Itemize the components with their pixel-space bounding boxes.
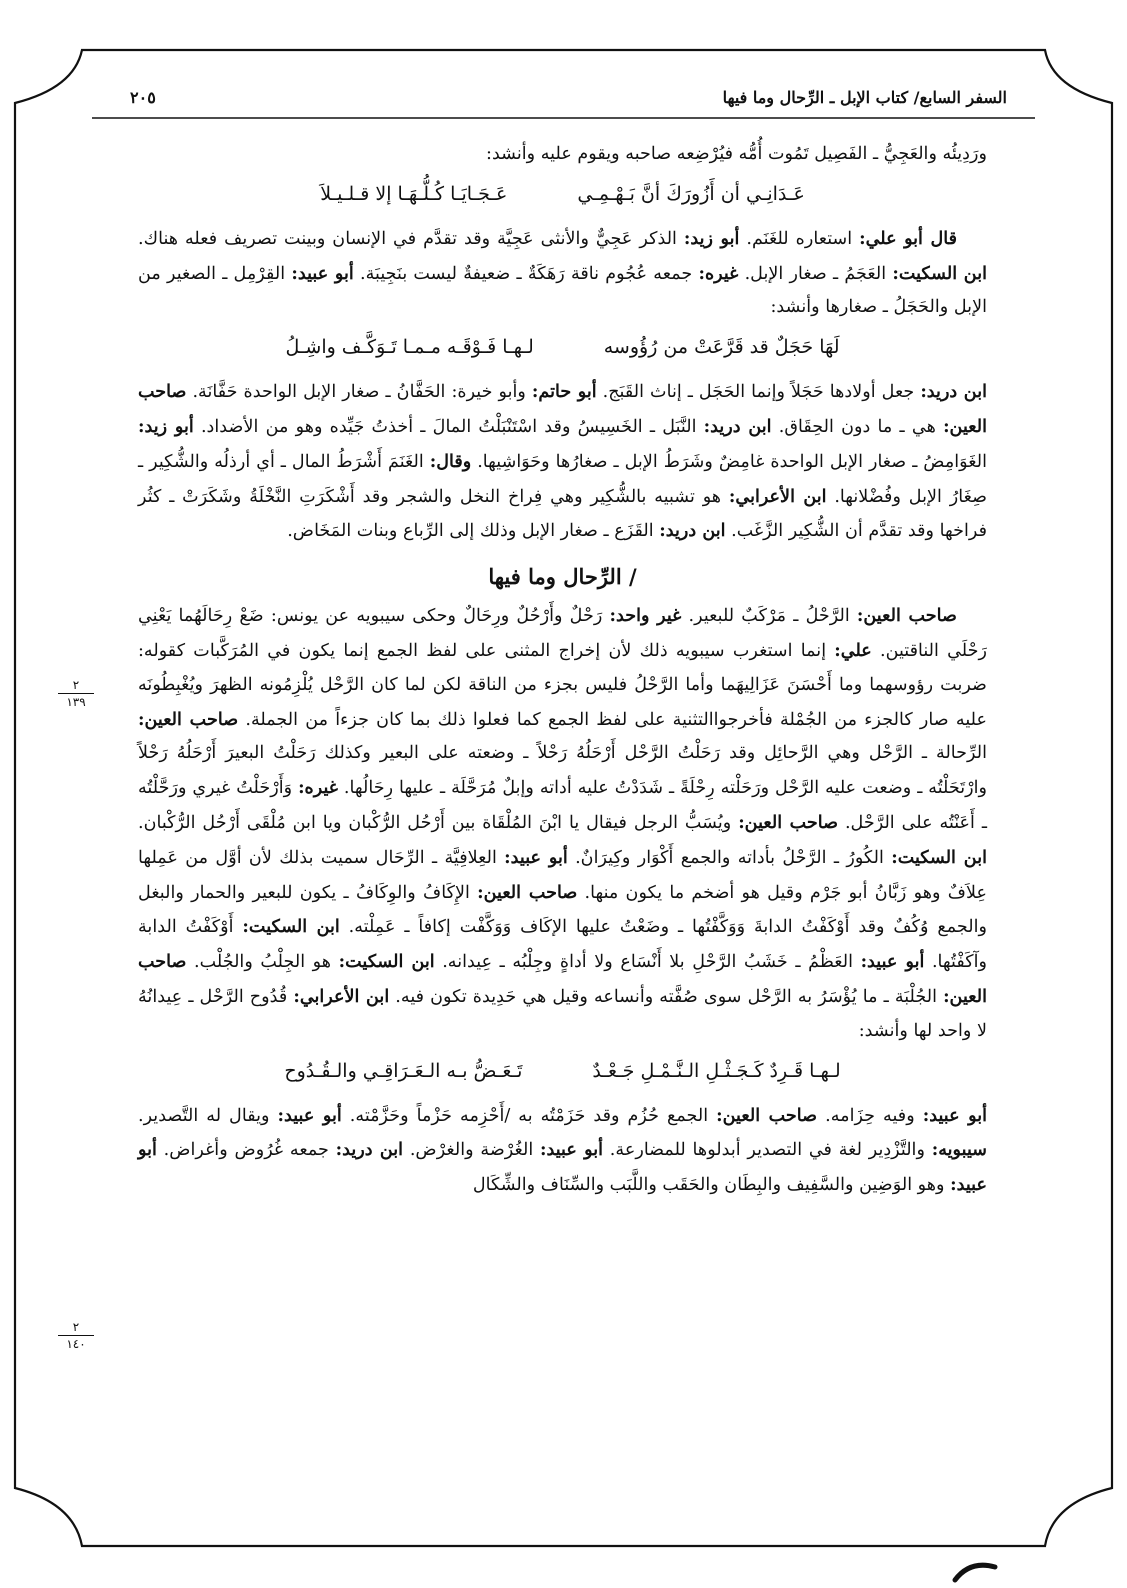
author-name: وقال: <box>429 450 472 472</box>
author-name: ابن دريد: <box>659 520 726 542</box>
page-body <box>138 138 987 1203</box>
author-name: ابن الأعرابي: <box>728 485 827 507</box>
paragraph-2: قال أبو علي: استعاره للغَنَم. أبو زيد: الذكر عَجِيٌّ والأنثى عَجِيَّة وقد تقدَّم في الإنسان وبينت تصريف فعله هناك. ابن السكيت: العَجَمُ ـ صغار الإبل. غيره: جمعه عُجُوم ناقة رَهَكَةٌ ـ ضعيفةٌ ليست بنَجِيبَة. أبو عبيد: القِرْمِل ـ الصغير من الإبل والحَجَلُ ـ صغارها وأنشد: <box>138 227 987 318</box>
author-name: أبو حاتم: <box>531 381 597 403</box>
author-name: ابن الأعرابي: <box>293 985 390 1007</box>
paragraph-4: صاحب العين: الرَّحْلُ ـ مَرْكَبٌ للبعير. غير واحد: رَحْلٌ وأَرْحُلٌ ورِحَالٌ وحكى سيبويه عن يونس: ضَعْ رِحَالَهُما يَعْنِي رَحْلَي الناقتين. علي: إنما استغرب سيبويه ذلك لأن إخراج المثنى على لفظ الجمع إنما يكون في المُرَكَّبات كقوله: ضربت رؤوسهما وما أَحْسَنَ عَزَالِيهَما وأما الرَّحْلُ فليس بجزء من الناقة لكن لما كان الرَّحْل يُلْزِمُونه الظهرَ ويُغْبِطُونَه عليه صار كالجزء من الجُمْلة فأخرجواالتثنية على لفظ الجمع كما فعلوا ذلك بما كان جزءاً من الجملة. صاحب العين: الرِّحالة ـ الرَّحْل وهي الرَّحائِل وقد رَحَلْتُ الرَّحْل أَرْحَلُهُ رَحْلاً ـ وضعته على البعير وكذلك رَحَلْتُ البعيرَ أَرْحَلُهُ رَحْلاً وارْتَحَلْتُه ـ وضعت عليه الرَّحْل ورَحَلْته رِحْلَةً ـ شَدَدْتُ عليه أداته وإبلٌ مُرَحَّلَة ـ عليها رِحَالُها. غيره: وَأَرْحَلْتُ غيري ورَحَّلْتُه ـ أَعَنْتُه على الرَّحْل. صاحب العين: ويُسَبُّ الرجل فيقال يا ابْنَ المُلْقَاة بين أَرْحُل الرُّكْبان ويا ابن مُلْقَى أَرْحُل الرُّكْبان. ابن السكيت: الكُورُ ـ الرَّحْلُ بأداته والجمع أَكْوَار وكِيرَانٌ. أبو عبيد: العِلافِيَّة ـ الرِّحَال سميت بذلك لأن أوَّل من عَمِلها عِلاَفٌ وهو زَبَّانُ أبو جَرْم وقيل هو أضخم ما يكون منها. صاحب العين: الإِكَافُ والوِكَافُ ـ يكون للبعير والحمار والبغل والجمع وُكُفٌ وقد أَوْكَفْتُ الدابةَ وَوَكَّفْتُها ـ وضَعْتُ عليها الإكَاف وَوَكَّفْت إكافاً ـ عَمِلْته. ابن السكيت: أَوْكَفْتُ الدابة وآكَفْتُها. أبو عبيد: العَظْمُ ـ خَشَبُ الرَّحْلِ بلا أَنْسَاع ولا أداةٍ وجِلْبُه ـ عِيدانه. ابن السكيت: هو الجِلْبُ والجُلْب. صاحب العين: الجُلْبَة ـ ما يُؤْسَرُ به الرَّحْل سوى صُفَّته وأنساعه وقيل هي حَدِيدة تكون فيه. ابن الأعرابي: قُدُوح الرَّحْل ـ عِيدانُهُ لا واحد لها وأنشد: <box>138 605 988 1041</box>
author-name: ابن السكيت: <box>338 951 435 973</box>
author-name: سيبويه: <box>931 1139 987 1161</box>
author-name: غير واحد: <box>609 605 682 627</box>
verse-second-hemistich: لـهـا فَـوْقَـه مـمـا تَـوَكَّـف واشِـلُ <box>285 336 534 359</box>
author-name: صاحب العين: <box>138 381 987 437</box>
margin-reference-2 <box>58 1320 94 1351</box>
header-title: السفر السابع/ كتاب الإبل ـ الرِّحال وما فيها <box>722 87 1007 107</box>
verse-1 <box>138 174 987 214</box>
author-name: صاحب العين: <box>138 708 239 730</box>
author-name: أبو زيد: <box>683 227 740 249</box>
paragraph-5: أبو عبيد: وفيه حِزَامه. صاحب العين: الجمع حُزُم وقد حَزَمْتُه به /أَحْزِمه حَزْماً وحَزَّمْته. أبو عبيد: ويقال له التَّصدير. سيبويه: والتَّزْدِير لغة في التصدير أبدلوها للمضارعة. أبو عبيد: الغُرْضة والغرْض. ابن دريد: جمعه غُرُوض وأغراض. أبو عبيد: وهو الوَضِين والسَّفِيف والبِطَان والحَقَب واللَّبَب والسِّنَاف والشِّكَال <box>138 1104 987 1196</box>
author-name: ابن السكيت: <box>891 846 987 868</box>
author-name: أبو عبيد: <box>922 1104 987 1126</box>
author-name: أبو عبيد: <box>138 1139 987 1196</box>
author-name: ابن دريد: <box>920 381 987 403</box>
page-number: ٢٠٥ <box>130 87 156 107</box>
author-name: غيره: <box>698 262 739 284</box>
author-name: غيره: <box>298 777 338 799</box>
verse-first-hemistich: لـهـا قَـرِدٌ كَـجَـثْـلِ الـنَّـمْـلِ جَـعْـدٌ <box>592 1059 841 1082</box>
author-name: أبو عبيد: <box>291 262 354 284</box>
verse-first-hemistich: عَـدَانِـي أن أَزُورَكَ أنَّ بَـهْـمِـي <box>577 182 805 205</box>
author-name: قال أبو علي: <box>859 227 957 249</box>
author-name: صاحب العين: <box>477 881 578 903</box>
author-name: ابن السكيت: <box>892 262 987 284</box>
author-name: صاحب العين: <box>738 811 839 833</box>
section-title: / الرِّحال وما فيها <box>488 564 637 590</box>
author-name: صاحب العين: <box>138 951 987 1007</box>
paragraph-1: ورَدِيئُه والعَجِيُّ ـ الفَصِيل تَمُوت أُمُّه فيُرْضِعه صاحبه ويقوم عليه وأنشد: <box>486 144 987 164</box>
margin-reference-1 <box>58 678 94 709</box>
margin-ref-bottom: ١٣٩ <box>66 695 86 709</box>
author-name: أبو عبيد: <box>540 1139 604 1161</box>
margin-ref-bottom: ١٤٠ <box>66 1337 86 1351</box>
verse-2 <box>138 327 987 367</box>
verse-second-hemistich: تَـعَـضُّ بـه الـعَـرَاقِـي والـقُـدُوح <box>284 1059 523 1082</box>
author-name: صاحب العين: <box>856 605 957 627</box>
verse-3 <box>138 1051 987 1091</box>
author-name: ابن السكيت: <box>242 916 340 938</box>
author-name: ابن دريد: <box>335 1139 404 1161</box>
author-name: أبو عبيد: <box>277 1104 342 1126</box>
paragraph-3: ابن دريد: جعل أولادها حَجَلاً وإنما الحَجَل ـ إناث القَبَج. أبو حاتم: وأبو خيرة: الحَفَّانُ ـ صغار الإبل الواحدة حَفَّانَة. صاحب العين: هي ـ ما دون الحِقَاق. ابن دريد: النَّبَل ـ الخَسِيسُ وقد اسْتَنْبَلْتُ المالَ ـ أخذتُ جَيِّده وهو من الأضداد. أبو زيد: الغَوَامِضُ ـ صغار الإبل الواحدة غامِضٌ وشَرَطُ الإبل ـ صغارُها وحَوَاشِيها. وقال: الغَنَمَ أَشْرَطُ المال ـ أي أرذلُه والشُّكِير ـ صِغَارُ الإبل وفُضْلانها. ابن الأعرابي: هو تشبيه بالشُّكِير وهي فِراخ النخل والشجر وقد أَشْكَرَتِ النَّخْلَةُ وشَكَرَتْ ـ كثُر فراخها وقد تقدَّم أن الشُّكِير الزَّغَب. ابن دريد: القَزَع ـ صغار الإبل وذلك إلى الرِّباع وبنات المَخَاض. <box>138 381 988 542</box>
author-name: علي: <box>834 639 872 661</box>
author-name: أبو عبيد: <box>504 846 568 868</box>
scan-artifact-mark <box>950 1555 1000 1585</box>
author-name: أبو عبيد: <box>860 951 925 973</box>
verse-second-hemistich: عَـجَـايَـا كُـلُّـهَـا إلا قـلـيـلاَ <box>320 182 508 205</box>
author-name: أبو زيد: <box>138 415 194 437</box>
running-header <box>110 80 1017 114</box>
verse-first-hemistich: لَهَا حَجَلٌ قد قَرَّعَتْ من رُؤُوسه <box>603 336 840 359</box>
margin-ref-top: ٢ <box>72 1320 80 1334</box>
margin-ref-top: ٢ <box>72 678 80 692</box>
author-name: صاحب العين: <box>716 1104 818 1126</box>
author-name: ابن دريد: <box>703 415 772 437</box>
